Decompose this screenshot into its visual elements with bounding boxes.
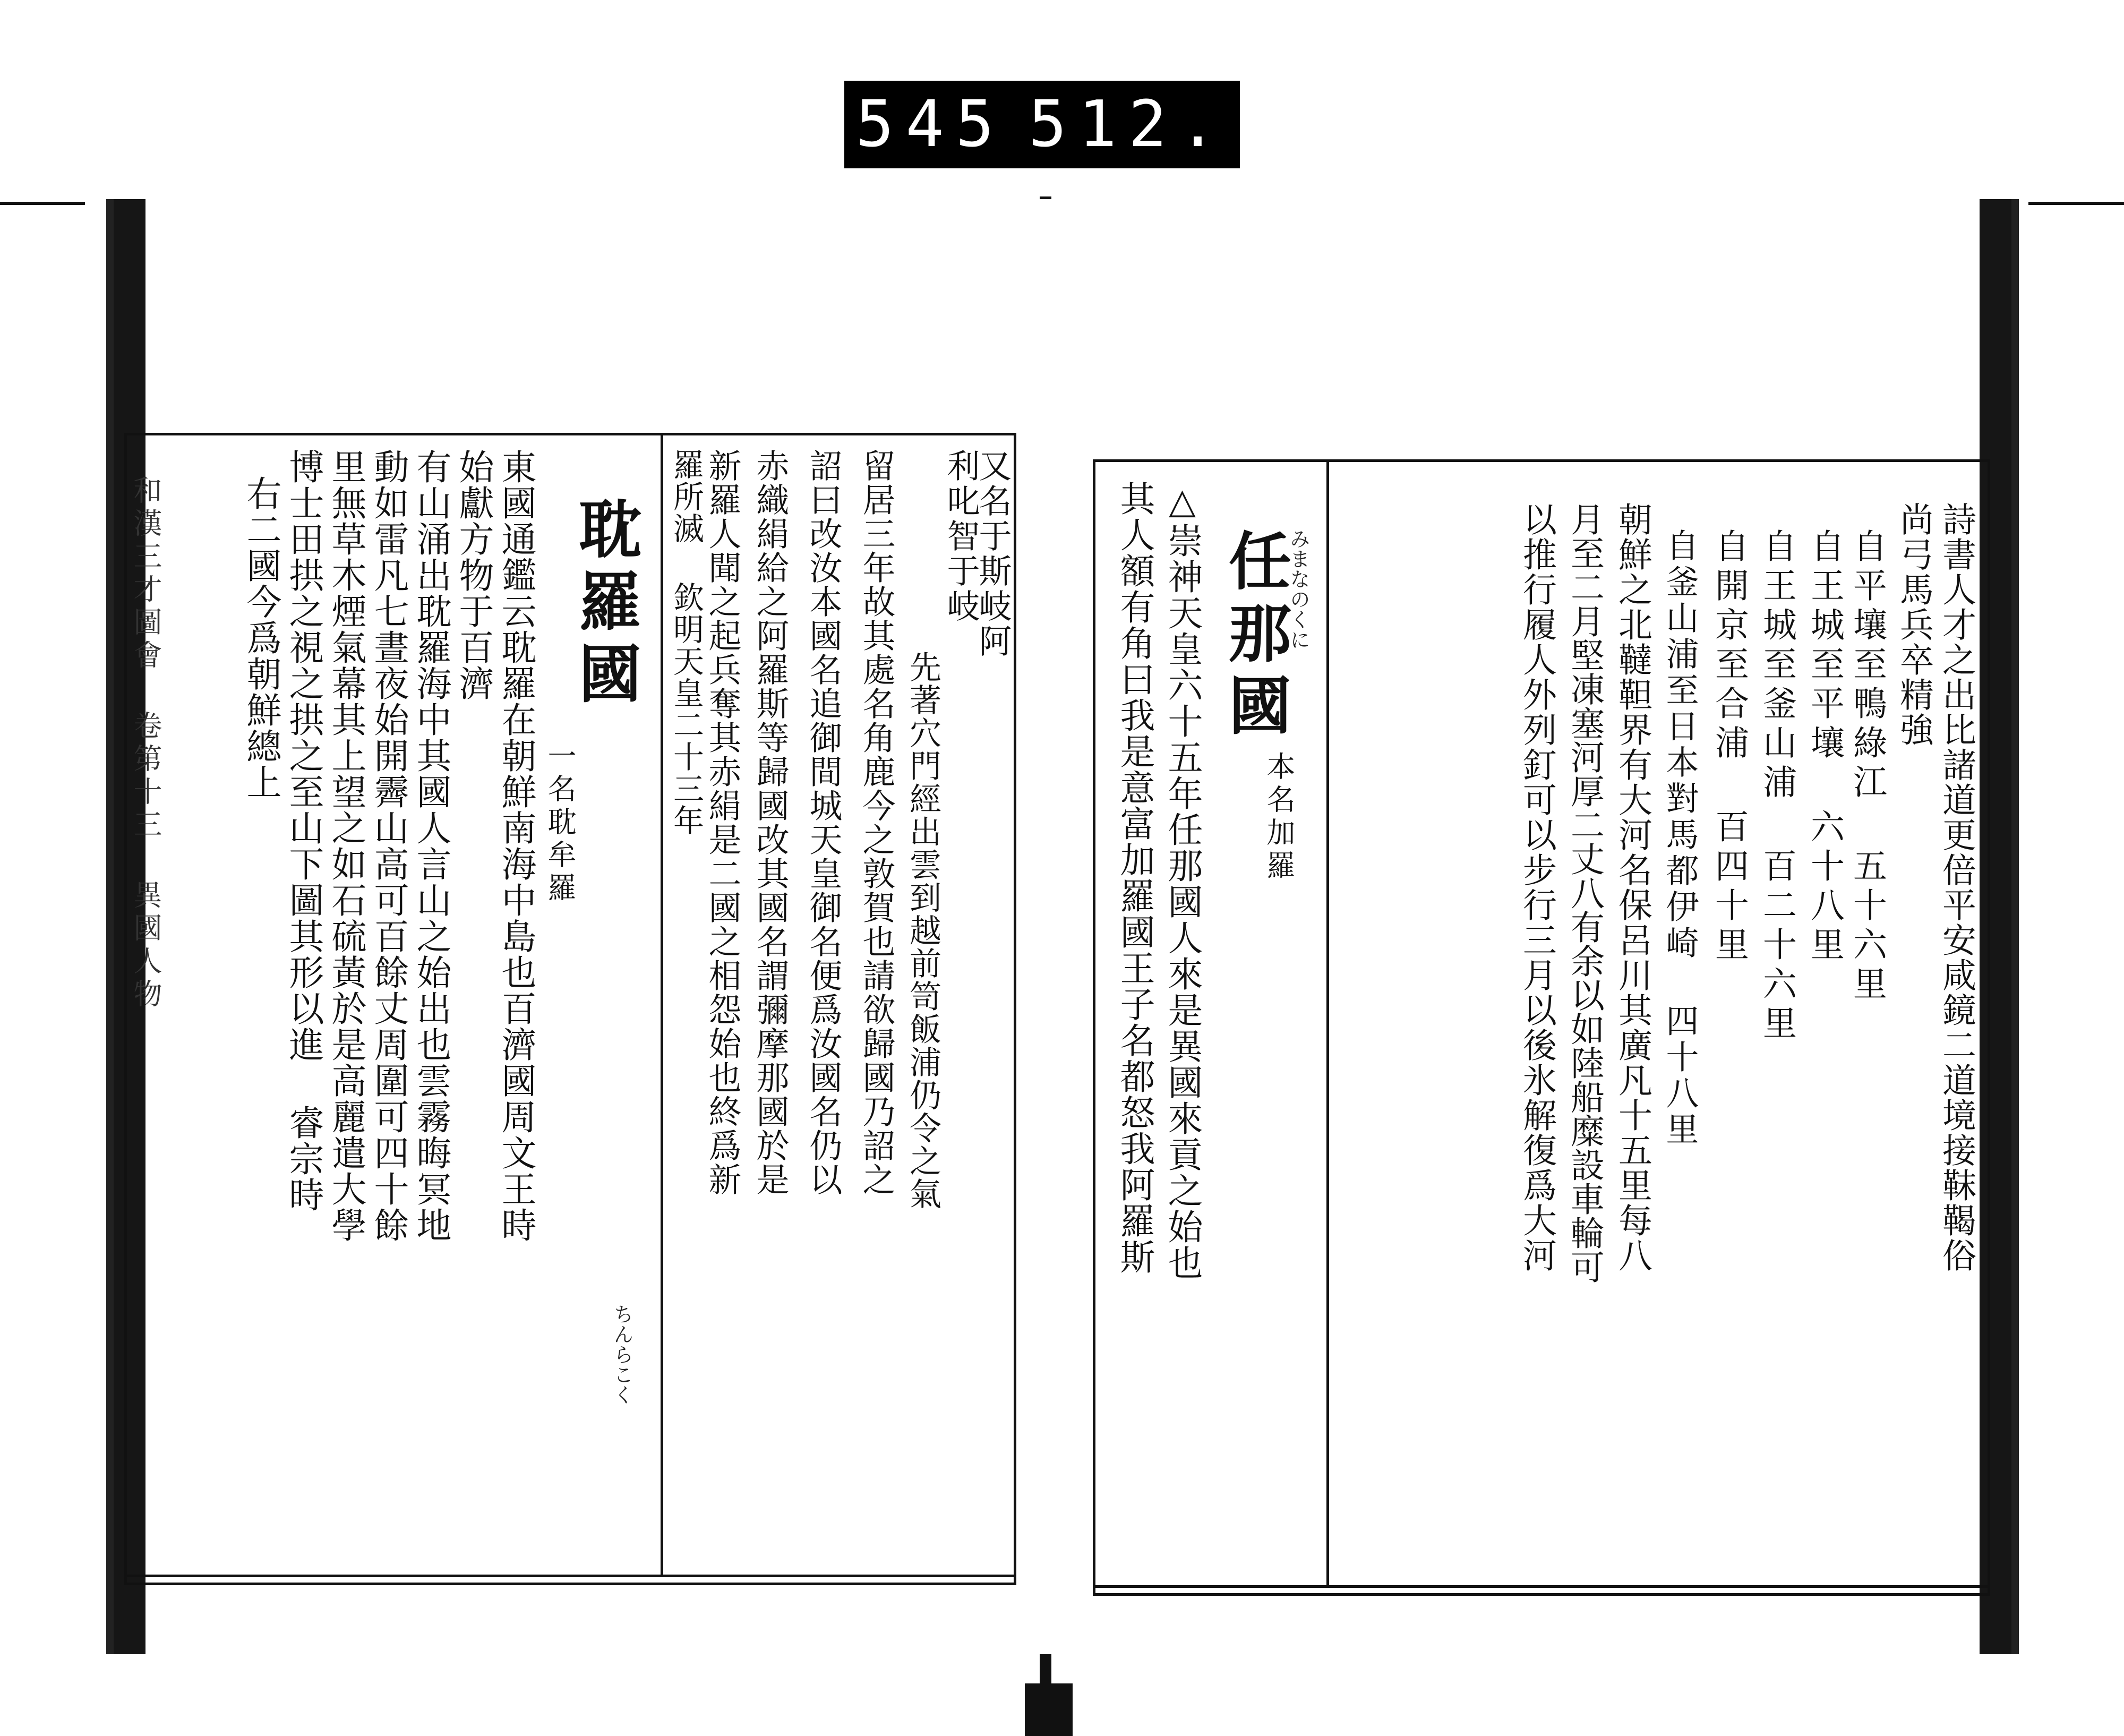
spine-bottom: [1025, 1683, 1073, 1736]
right-col-6: 自開京至合浦 百四十里: [1709, 528, 1749, 966]
overflow-col-5: 詔曰改汝本國名追御間城天皇御名便爲汝國名仍以: [804, 449, 843, 1196]
right-column-divider: [1326, 462, 1329, 1588]
overflow-col-6: 赤織絹給之阿羅斯等歸國改其國名謂彌摩那國於是: [751, 449, 790, 1196]
call-number-right: 512.: [1028, 88, 1229, 161]
open-book: [0, 186, 2124, 1736]
section-heading-tanra: 耽羅國: [568, 497, 642, 713]
overflow-col-2: 利叱智于岐: [941, 449, 980, 624]
right-col-3: 自平壤至鴨綠江 五十六里: [1847, 528, 1887, 1005]
right-col-1: 詩書人才之出比諸道更倍平安咸鏡二道境接靺鞨俗: [1937, 502, 1976, 1273]
right-edge-line: [2028, 202, 2124, 205]
body-col-4: 動如雷凡七晝夜始開霽山高可百餘丈周圍可四十餘: [368, 449, 409, 1243]
margin-text: 和漢三才圖會 卷第十三 異國人物: [129, 475, 162, 1012]
right-col-8: 朝鮮之北韃靼界有大河名保呂川其廣凡十五里每八: [1613, 502, 1652, 1273]
body-col-5: 里無草木煙氣幕其上望之如石硫黃於是高麗遣大學: [326, 449, 366, 1243]
overflow-col-4: 留居三年故其處名角鹿今之敦賀也請欲歸國乃詔之: [857, 449, 896, 1196]
right-col-5: 自王城至釜山浦 百二十六里: [1757, 528, 1796, 1045]
overflow-col-8: 羅所滅 欽明天皇二十三年: [668, 449, 704, 836]
section-heading-mimana: 任那國: [1218, 528, 1292, 745]
overflow-col-7: 新羅人聞之起兵奪其赤絹是二國之相怨始也終爲新: [703, 449, 742, 1196]
heading-ruby: みまなのくに: [1287, 528, 1310, 649]
left-column-divider: [661, 435, 663, 1577]
right-col-2: 尚弓馬兵卒精強: [1894, 502, 1933, 747]
call-number-left: 545: [855, 88, 1006, 161]
right-col-10: 以推行履人外列釘可以步行三月以後氷解復爲大河: [1517, 502, 1556, 1273]
left-bottom-rule: [124, 1575, 1014, 1577]
body-col-7: 右二國今爲朝鮮總上: [241, 475, 281, 800]
body-col-6: 博士田拱之視之拱之至山下圖其形以進 睿宗時: [283, 449, 324, 1213]
overflow-col-3: 先著穴門經出雲到越前笥飯浦仍令之氣: [904, 651, 941, 1210]
right-bottom-rule: [1093, 1585, 1988, 1588]
body-col-3: 有山涌出耽羅海中其國人言山之始出也雲霧晦冥地: [410, 449, 451, 1243]
right-col-4: 自王城至平壤 六十八里: [1805, 528, 1844, 966]
left-page: [106, 199, 1054, 1654]
right-page: [1061, 199, 2019, 1654]
heading-note: 本名加羅: [1262, 751, 1296, 883]
body-col-2: 始獻方物于百濟: [453, 449, 494, 702]
heading-ruby: ちんらこく: [610, 1304, 633, 1405]
overflow-col-1: 又名于斯岐阿: [973, 449, 1012, 659]
body-col-1: △崇神天皇六十五年任那國人來是異國來貢之始也: [1162, 481, 1203, 1281]
right-col-7: 自釜山浦至日本對馬都伊崎 四十八里: [1660, 528, 1699, 1148]
body-col-1: 東國通鑑云耽羅在朝鮮南海中島也百濟國周文王時: [495, 449, 536, 1243]
body-col-2: 其人額有角曰我是意富加羅國王子名都怒我阿羅斯: [1114, 481, 1155, 1275]
heading-note: 一名耽牟羅: [543, 741, 577, 905]
call-number-label: [844, 81, 1240, 168]
right-col-9: 月至二月堅凍塞河厚二丈八有余以如陸船糜設車輪可: [1565, 502, 1604, 1284]
left-edge-line: [0, 202, 85, 205]
